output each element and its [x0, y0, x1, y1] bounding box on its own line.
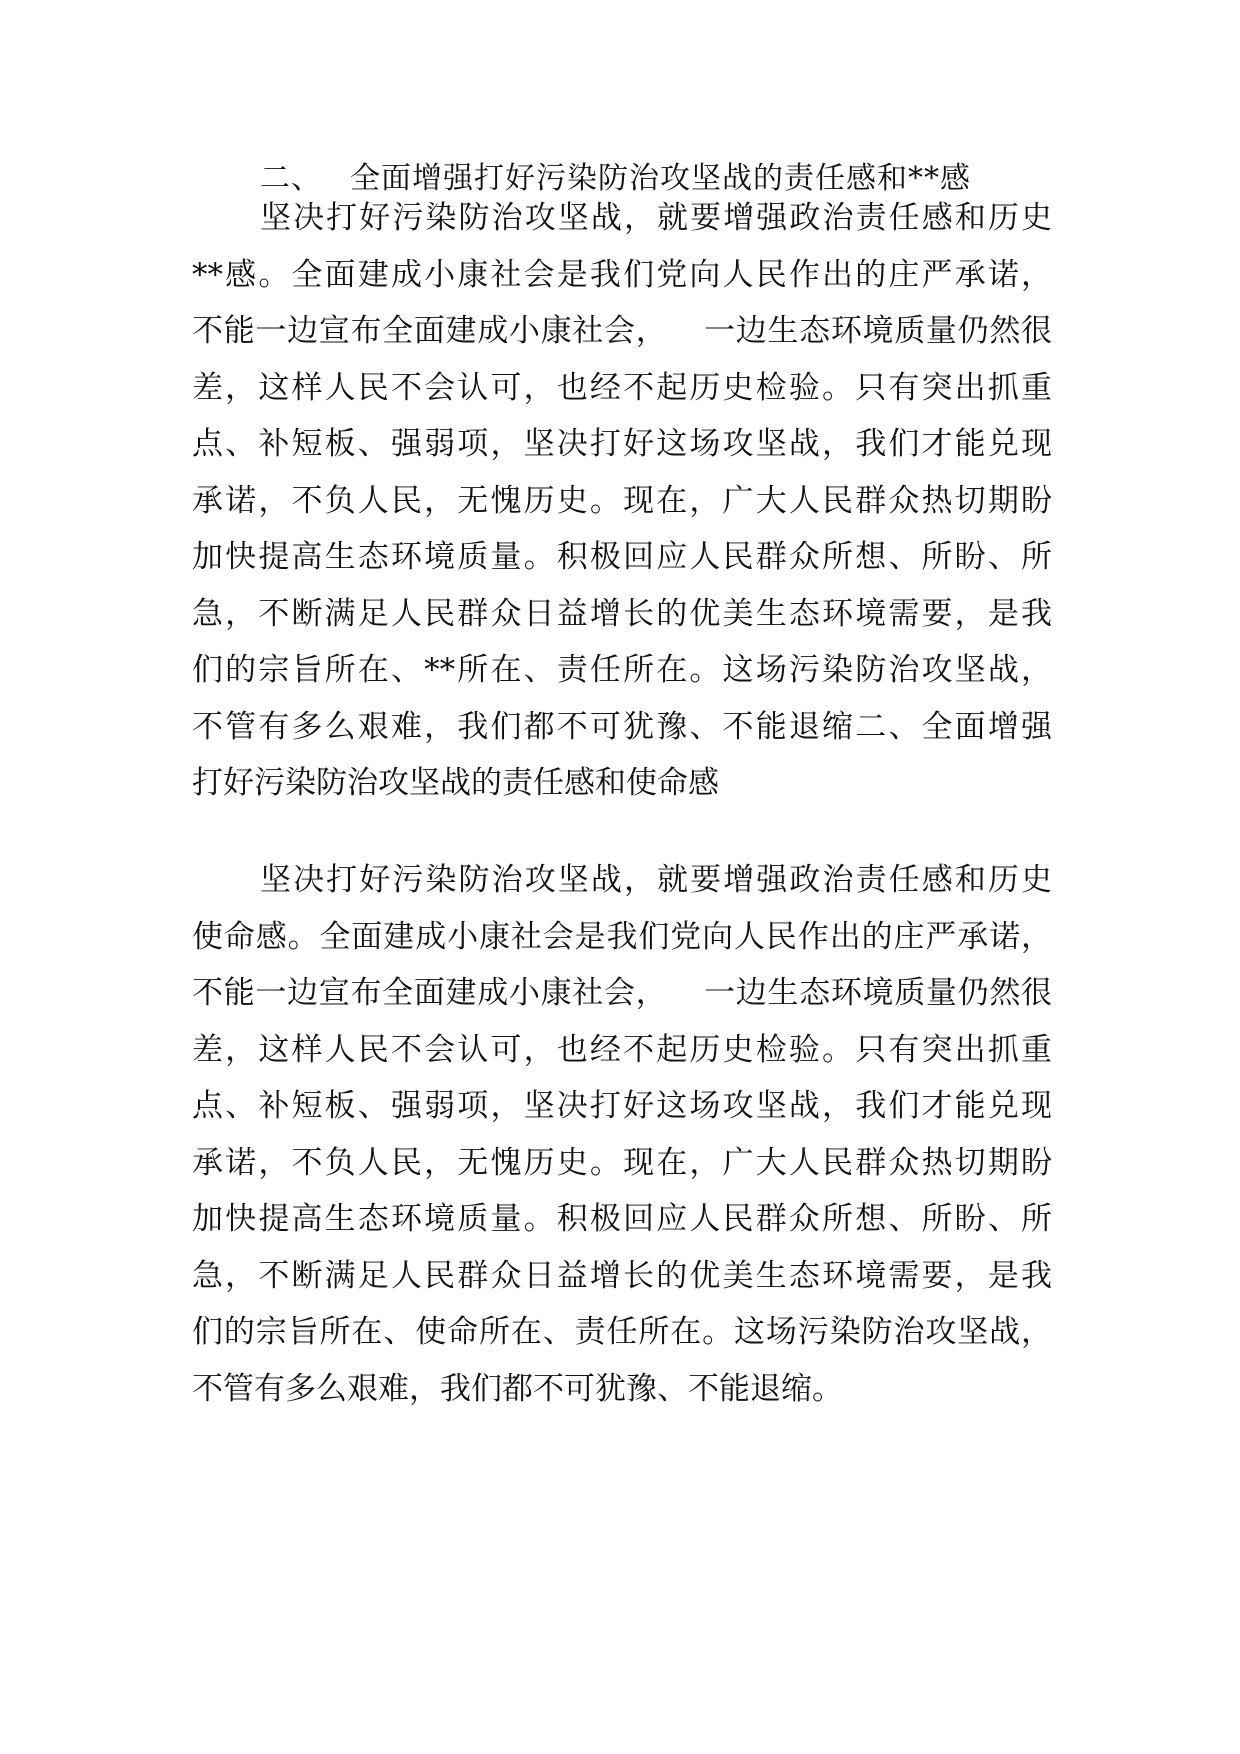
section-number: 二、	[260, 161, 322, 196]
paragraph-2	[192, 852, 1052, 1417]
paragraph-line: 们的宗旨所在、使命所在、责任所在。这场污染防治攻坚战，	[192, 1314, 1052, 1350]
paragraph-line: 加快提高生态环境质量。积极回应人民群众所想、所盼、所	[192, 539, 1052, 575]
paragraph-line-segment: 不能一边宣布全面建成小康社会，	[192, 313, 668, 349]
paragraph-line: **感。全面建成小康社会是我们党向人民作出的庄严承诺，	[192, 256, 1052, 293]
section-title: 全面增强打好污染防治攻坚战的责任感和**感	[350, 161, 971, 196]
paragraph-line: 急，不断满足人民群众日益增长的优美生态环境需要，是我	[192, 1257, 1052, 1294]
paragraph-line: 急，不断满足人民群众日益增长的优美生态环境需要，是我	[192, 595, 1052, 632]
paragraph-1	[192, 190, 1052, 812]
paragraph-line	[192, 965, 1052, 1022]
paragraph-line: 差，这样人民不会认可，也经不起历史检验。只有突出抓重	[192, 369, 1052, 406]
paragraph-line-segment: 不能一边宣布全面建成小康社会，	[192, 975, 668, 1011]
paragraph-line: 不管有多么艰难，我们都不可犹豫、不能退缩二、全面增强	[192, 708, 1052, 745]
paragraph-line-segment: 一边生态环境质量仍然很	[703, 975, 1053, 1011]
paragraph-line: 承诺，不负人民，无愧历史。现在，广大人民群众热切期盼	[192, 1144, 1052, 1181]
paragraph-line	[192, 303, 1052, 360]
paragraph-line: 坚决打好污染防治攻坚战，就要增强政治责任感和历史	[260, 200, 1052, 236]
paragraph-line: 点、补短板、强弱项，坚决打好这场攻坚战，我们才能兑现	[192, 1088, 1052, 1124]
paragraph-line: 们的宗旨所在、**所在、责任所在。这场污染防治攻坚战，	[192, 652, 1052, 688]
paragraph-line: 点、补短板、强弱项，坚决打好这场攻坚战，我们才能兑现	[192, 426, 1052, 462]
paragraph-line: 不管有多么艰难，我们都不可犹豫、不能退缩。	[192, 1370, 843, 1407]
paragraph-line: 加快提高生态环境质量。积极回应人民群众所想、所盼、所	[192, 1201, 1052, 1237]
paragraph-line: 差，这样人民不会认可，也经不起历史检验。只有突出抓重	[192, 1031, 1052, 1068]
paragraph-line: 使命感。全面建成小康社会是我们党向人民作出的庄严承诺，	[192, 918, 1052, 955]
paragraph-line: 打好污染防治攻坚战的责任感和使命感	[192, 765, 719, 801]
paragraph-line-segment: 一边生态环境质量仍然很	[703, 313, 1053, 349]
paragraph-line: 承诺，不负人民，无愧历史。现在，广大人民群众热切期盼	[192, 482, 1052, 519]
paragraph-line: 坚决打好污染防治攻坚战，就要增强政治责任感和历史	[260, 862, 1052, 898]
